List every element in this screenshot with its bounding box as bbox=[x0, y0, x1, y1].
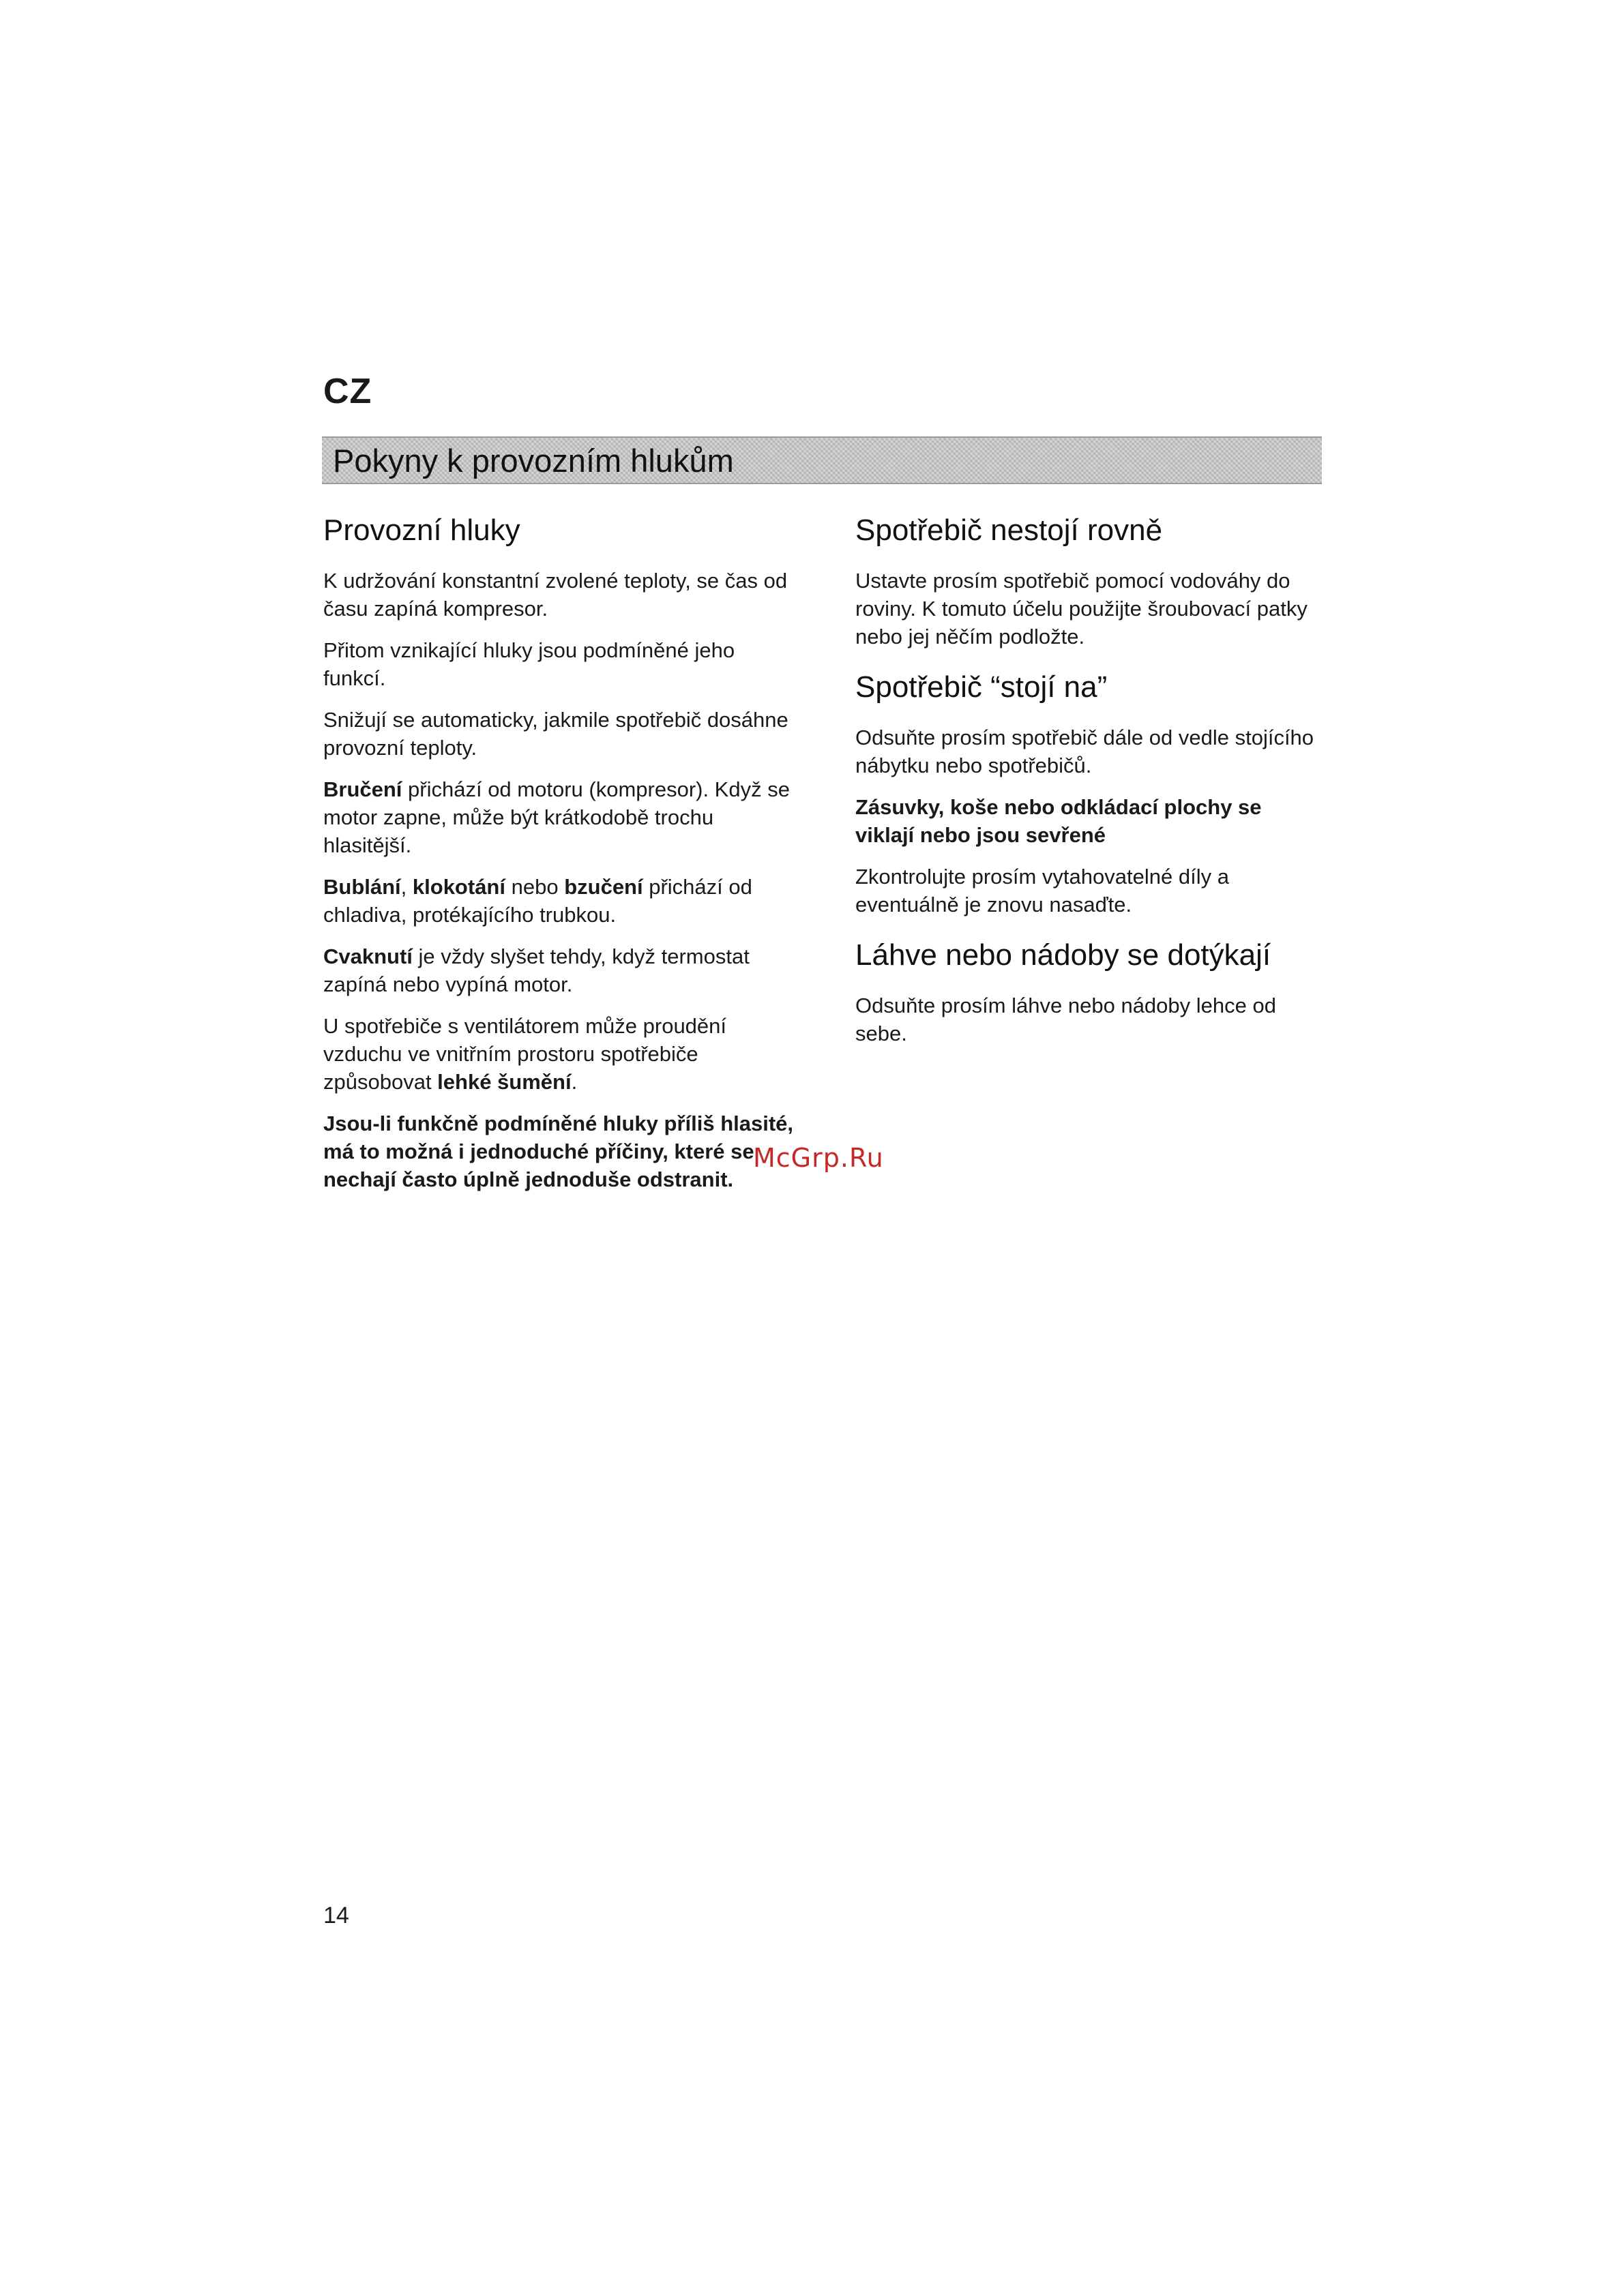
section-banner bbox=[322, 436, 1322, 484]
paragraph: Snižují se automaticky, jakmile spotřebič dosáhne provozní teploty. bbox=[323, 708, 788, 760]
paragraph: Zkontrolujte prosím vytahovatelné díly a eventuálně je znovu nasaďte. bbox=[855, 865, 1229, 916]
text: . bbox=[571, 1070, 578, 1094]
heading-lahve: Láhve nebo nádoby se dotýkají bbox=[855, 938, 1271, 972]
heading-provozni-hluky: Provozní hluky bbox=[323, 513, 520, 547]
page-number: 14 bbox=[323, 1903, 349, 1928]
paragraph bbox=[323, 775, 794, 859]
paragraph: Odsuňte prosím spotřebič dále od vedle stojícího nábytku nebo spotřebičů. bbox=[855, 726, 1314, 777]
bold-term: bzučení bbox=[564, 875, 643, 899]
paragraph: K udržování konstantní zvolené teploty, se čas od času zapíná kompresor. bbox=[323, 569, 788, 621]
bold-term: Bručení bbox=[323, 777, 402, 801]
bold-term: lehké šumění bbox=[437, 1070, 572, 1094]
text: nebo bbox=[505, 875, 565, 899]
language-code: CZ bbox=[323, 372, 372, 411]
paragraph bbox=[323, 873, 794, 929]
bold-term: Cvaknutí bbox=[323, 944, 413, 968]
watermark: McGrp.Ru bbox=[753, 1143, 884, 1173]
page-title: Pokyny k provozním hlukům bbox=[333, 443, 734, 479]
text: , bbox=[400, 875, 413, 899]
heading-stoji-na: Spotřebič “stojí na” bbox=[855, 670, 1108, 704]
text: U spotřebiče s ventilátorem může proudění vzduchu ve vnitřním prostoru spotřebiče způsobovat bbox=[323, 1014, 727, 1094]
bold-term: Bublání bbox=[323, 875, 401, 899]
right-column bbox=[855, 511, 1326, 1061]
heading-nestoji-rovne: Spotřebič nestojí rovně bbox=[855, 513, 1163, 547]
paragraph bbox=[323, 942, 794, 998]
paragraph: Přitom vznikající hluky jsou podmíněné jeho funkcí. bbox=[323, 638, 735, 690]
paragraph: Odsuňte prosím láhve nebo nádoby lehce od sebe. bbox=[855, 994, 1276, 1045]
bold-term: klokotání bbox=[412, 875, 505, 899]
text: přichází od motoru (kompresor). Když se motor zapne, může být krátkodobě trochu hlasitější. bbox=[323, 777, 790, 857]
paragraph: Ustavte prosím spotřebič pomocí vodováhy do roviny. K tomuto účelu použijte šroubovací patky nebo jej něčím podložte. bbox=[855, 569, 1308, 648]
left-column bbox=[323, 511, 794, 1207]
bold-paragraph: Jsou-li funkčně podmíněné hluky příliš hlasité, má to možná i jednoduché příčiny, které se nechají často úplně jednoduše odstranit. bbox=[323, 1112, 794, 1191]
paragraph bbox=[323, 1012, 794, 1096]
subheading-zasuvky: Zásuvky, koše nebo odkládací plochy se viklají nebo jsou sevřené bbox=[855, 795, 1262, 847]
text: je vždy slyšet tehdy, když termostat zapíná nebo vypíná motor. bbox=[323, 944, 750, 996]
text: přichází od chladiva, protékajícího trubkou. bbox=[323, 875, 752, 927]
